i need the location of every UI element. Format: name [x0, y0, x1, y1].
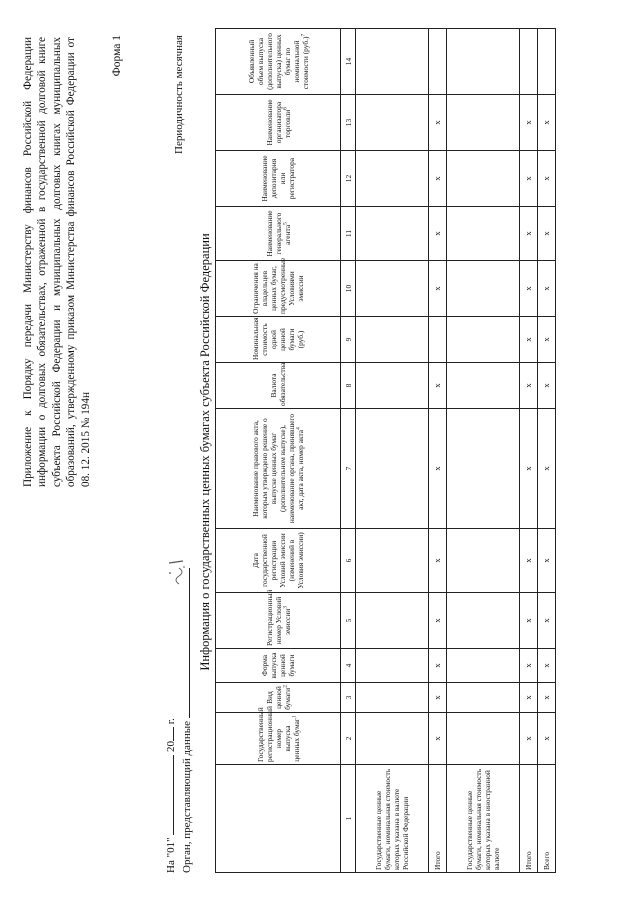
column-number: 13: [341, 95, 356, 151]
column-number: 7: [341, 409, 356, 529]
table-cell: [356, 409, 429, 529]
column-header: Номинальная стоимость одной ценной бумаги (руб.): [216, 317, 341, 363]
column-number: 9: [341, 317, 356, 363]
table-cell: x: [538, 649, 556, 683]
table-cell: x: [520, 317, 538, 363]
table-cell: [356, 261, 429, 317]
table-cell: x: [520, 683, 538, 713]
form-label: Форма 1: [111, 35, 123, 77]
column-header: Регистрационный номер Условий эмиссии$^3$: [216, 593, 341, 649]
securities-table: [215, 28, 556, 873]
ink-mark-icon: [165, 553, 187, 587]
table-cell: x: [538, 95, 556, 151]
table-cell: x: [538, 529, 556, 593]
table-cell: [447, 317, 520, 363]
table-cell: x: [520, 529, 538, 593]
column-header: Валюта обязательства: [216, 363, 341, 409]
periodicity-label: Периодичность месячная: [173, 35, 185, 154]
row-label: Государственные ценные бумаги, номинальная стоимость которых указана в валюте Российской Федерации: [356, 765, 429, 873]
table-row: [356, 29, 429, 873]
table-cell: [447, 151, 520, 207]
organ-blank: [179, 568, 190, 718]
table-cell: [447, 409, 520, 529]
rotated-form-sheet: [15, 17, 625, 887]
table-cell: x: [429, 261, 447, 317]
table-row: [538, 29, 556, 873]
table-cell: x: [538, 713, 556, 765]
date-prefix: На "01": [165, 837, 177, 873]
table-cell: [356, 593, 429, 649]
column-number: 10: [341, 261, 356, 317]
row-label: Государственные ценные бумаги, номинальная стоимость которых указана в иностранной валюте: [447, 765, 520, 873]
column-number: 1: [341, 765, 356, 873]
table-cell: [356, 649, 429, 683]
table-cell: [356, 95, 429, 151]
column-header: Форма выпуска ценной бумаги: [216, 649, 341, 683]
column-number: 11: [341, 207, 356, 261]
table-cell: x: [429, 529, 447, 593]
table-row: [429, 29, 447, 873]
column-number: 3: [341, 683, 356, 713]
table-cell: [447, 683, 520, 713]
column-header: Ограничения на владельцев ценных бумаг, предусмотренные Условиями эмиссии: [216, 261, 341, 317]
table-cell: x: [520, 95, 538, 151]
date-blank-year: [163, 727, 174, 741]
table-cell: x: [538, 409, 556, 529]
table-cell: [356, 317, 429, 363]
table-cell: [447, 529, 520, 593]
column-number: 5: [341, 593, 356, 649]
table-cell: x: [520, 261, 538, 317]
row-label: Итого: [429, 765, 447, 873]
table-cell: [520, 29, 538, 95]
table-cell: x: [429, 363, 447, 409]
table-cell: x: [429, 649, 447, 683]
table-cell: x: [520, 207, 538, 261]
column-number: 6: [341, 529, 356, 593]
table-cell: [356, 529, 429, 593]
column-header: Наименование правового акта, которым утверждено решение о выпуске ценных бумаг (дополнительном выпуске), наименование органа, принявшего акт, дата акта, номер акта$^4$: [216, 409, 341, 529]
table-cell: x: [538, 363, 556, 409]
table-cell: x: [538, 151, 556, 207]
report-date-line: [163, 718, 177, 873]
table-cell: [447, 363, 520, 409]
table-cell: [447, 649, 520, 683]
table-cell: x: [429, 207, 447, 261]
table-cell: [356, 29, 429, 95]
table-cell: x: [520, 713, 538, 765]
table-cell: x: [520, 151, 538, 207]
column-header: Вид ценной бумаги$^2$: [216, 683, 341, 713]
table-cell: [356, 713, 429, 765]
organ-label: Орган, представляющий данные: [181, 721, 193, 873]
column-header: Объявленный объем выпуска (дополнительного выпуска) ценных бумаг по номинальной стоимости $(руб.)^7$: [216, 29, 341, 95]
column-header: [216, 765, 341, 873]
column-header: Государственный регистрационный номер выпуска ценных бумаг$^1$: [216, 713, 341, 765]
table-cell: x: [538, 261, 556, 317]
table-cell: [356, 151, 429, 207]
date-year: 20: [165, 740, 177, 752]
table-cell: [538, 29, 556, 95]
table-title: Информация о государственных ценных бумагах субъекта Российской Федерации: [198, 233, 212, 671]
table-body: [341, 29, 556, 873]
column-header: Наименование генерального агента$^5$: [216, 207, 341, 261]
column-number: 4: [341, 649, 356, 683]
date-blank-month: [163, 755, 174, 835]
column-number-row: [341, 29, 356, 873]
row-label: Итого: [520, 765, 538, 873]
table-row: [520, 29, 538, 873]
column-number: 2: [341, 713, 356, 765]
table-cell: [356, 363, 429, 409]
table-cell: [429, 317, 447, 363]
table-cell: [447, 713, 520, 765]
table-cell: x: [520, 649, 538, 683]
table-cell: x: [538, 593, 556, 649]
column-header: Дата государственной регистрации Условий эмиссии (изменений в Условия эмиссии): [216, 529, 341, 593]
table-cell: [447, 261, 520, 317]
table-cell: x: [538, 683, 556, 713]
column-header: Наименование организатора торговли$^6$: [216, 95, 341, 151]
table-cell: x: [429, 409, 447, 529]
table-cell: [447, 207, 520, 261]
column-number: 14: [341, 29, 356, 95]
column-number: 12: [341, 151, 356, 207]
table-cell: [447, 593, 520, 649]
table-cell: [447, 29, 520, 95]
reporting-organ-line: [179, 568, 193, 873]
column-number: 8: [341, 363, 356, 409]
table-cell: x: [429, 683, 447, 713]
table-cell: x: [429, 713, 447, 765]
table-cell: [429, 29, 447, 95]
table-cell: x: [520, 409, 538, 529]
table-cell: [356, 207, 429, 261]
table-cell: x: [538, 207, 556, 261]
table-cell: x: [538, 317, 556, 363]
table-cell: x: [520, 363, 538, 409]
table-cell: x: [429, 593, 447, 649]
table-cell: [356, 683, 429, 713]
table-row: [447, 29, 520, 873]
date-suffix: г.: [165, 718, 177, 725]
table-header-row: [216, 29, 341, 873]
row-label: Всего: [538, 765, 556, 873]
table-cell: x: [520, 593, 538, 649]
appendix-note: Приложение к Порядку передачи Министерству финансов Российской Федерации информации о долговых обязательствах, отраженной в государственной долговой книге субъекта Российской Федерации и муниципальных долговых книгах муниципальных образований, утвержденному приказом Министерства финансов Российской Федерации от 08. 12. 2015 № 194н: [22, 37, 92, 487]
table-cell: x: [429, 95, 447, 151]
column-header: Наименование депозитария или регистратора: [216, 151, 341, 207]
table-cell: x: [429, 151, 447, 207]
table-cell: [447, 95, 520, 151]
